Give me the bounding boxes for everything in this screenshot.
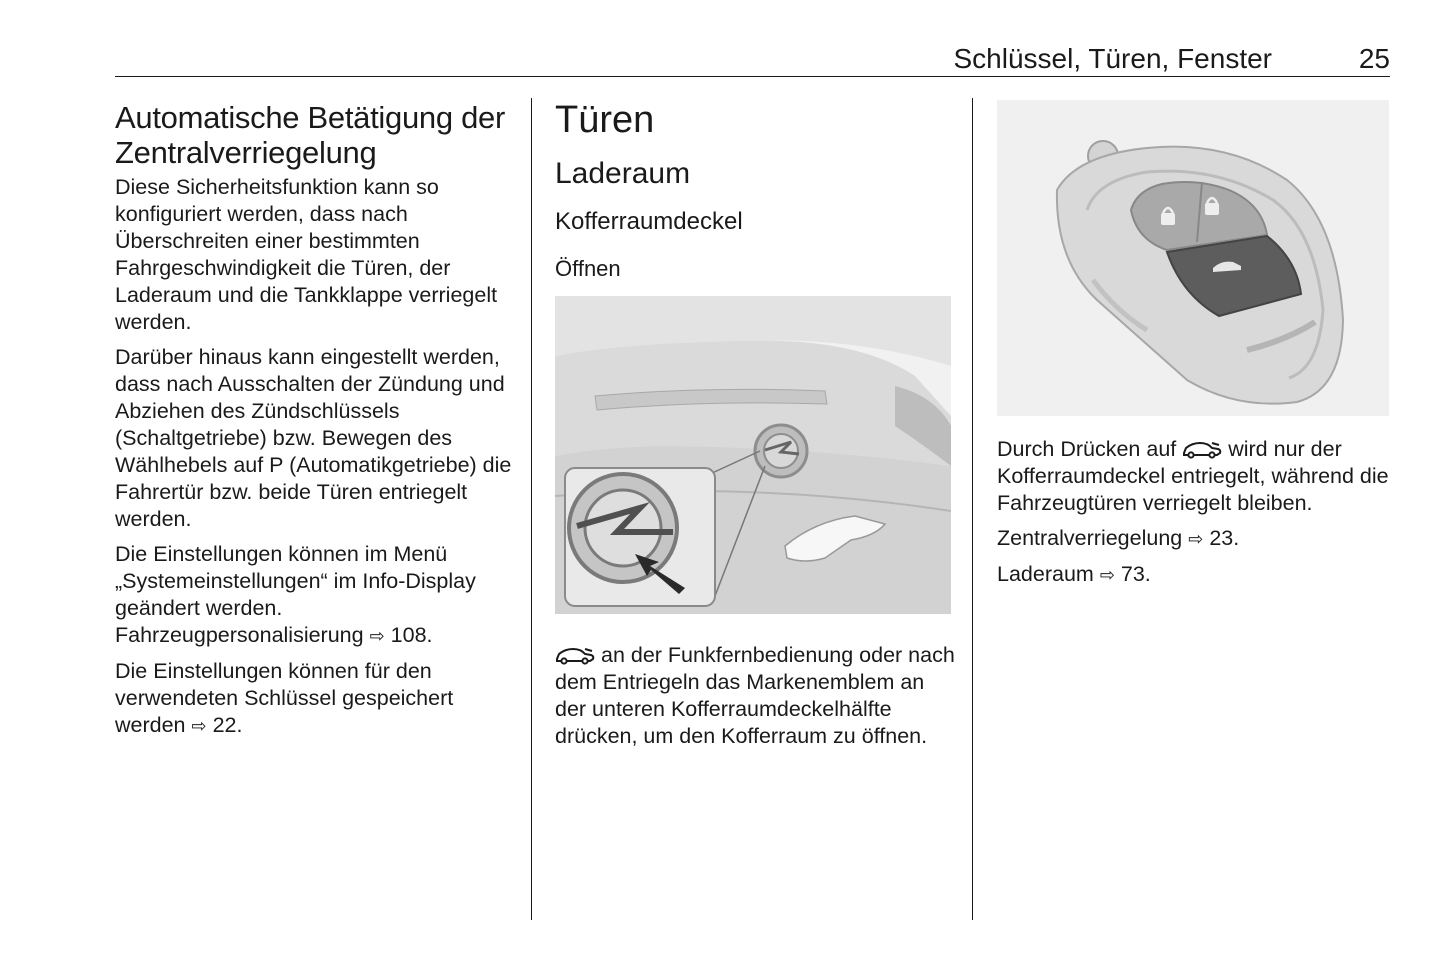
paragraph-text: Durch Drücken auf <box>997 437 1177 461</box>
cross-reference <box>997 525 1397 553</box>
reference-label: Zentralverriegelung <box>997 526 1183 550</box>
car-trunk-icon <box>555 645 595 665</box>
paragraph: Diese Sicherheitsfunktion kann so konfiguriert werden, dass nach Überschreiten einer bestimmten Fahrgeschwindigkeit die Türen, der Laderaum und die Tankklappe verriegelt werden. <box>115 175 498 334</box>
cross-reference <box>997 561 1397 589</box>
page-header <box>115 40 1390 77</box>
reference-label: Laderaum <box>997 562 1094 586</box>
paragraph-text: wird nur der Kofferraumdeckel entriegelt, während die Fahrzeugtüren verriegelt bleiben. <box>997 437 1389 515</box>
column-divider <box>531 98 532 920</box>
paragraph <box>115 658 515 740</box>
page-reference[interactable]: 73. <box>1120 562 1151 586</box>
middle-column <box>555 98 955 758</box>
section-title: Türen <box>555 99 655 141</box>
paragraph <box>997 436 1397 517</box>
paragraph-text: Die Einstellungen können für den verwendeten Schlüssel gespeichert werden <box>115 659 454 737</box>
reference-arrow-icon: ⇨ <box>369 626 385 647</box>
column-divider <box>972 98 973 920</box>
key-fob-illustration <box>997 100 1389 416</box>
page-reference[interactable]: 22. <box>212 713 243 737</box>
reference-arrow-icon: ⇨ <box>1099 565 1115 586</box>
paragraph-text: Die Einstellungen können im Menü „Systemeinstellungen“ im Info-Display geändert werden. Fahrzeugpersonalisierung <box>115 542 476 647</box>
paragraph <box>555 642 955 750</box>
paragraph <box>115 541 515 650</box>
right-column <box>997 100 1397 597</box>
running-header-title: Schlüssel, Türen, Fenster <box>953 43 1272 74</box>
figure-caption: an der Funkfernbedienung oder nach dem Entriegeln das Markenemblem an der unteren Kofferraumdeckelhälfte drücken, um den Kofferraum zu öffnen. <box>555 643 955 748</box>
reference-arrow-icon: ⇨ <box>1188 529 1204 550</box>
page-reference[interactable]: 23. <box>1209 526 1240 550</box>
section-heading: Automatische Betätigung der Zentralverriegelung <box>115 100 505 170</box>
page-reference[interactable]: 108. <box>390 623 433 647</box>
subsection-title: Öffnen <box>555 256 621 281</box>
car-trunk-icon <box>1182 439 1222 459</box>
subsection-title: Kofferraumdeckel <box>555 208 743 235</box>
page-number: 25 <box>1358 43 1390 74</box>
trunk-emblem-illustration <box>555 296 951 614</box>
left-column <box>115 100 515 748</box>
reference-arrow-icon: ⇨ <box>191 716 207 737</box>
subsection-title: Laderaum <box>555 157 691 190</box>
paragraph: Darüber hinaus kann eingestellt werden, dass nach Ausschalten der Zündung und Abziehen des Zündschlüssels (Schaltgetriebe) bzw. Bewegen des Wählhebels auf P (Automatikgetriebe) die Fahrertür bzw. beide Türen entriegelt werden. <box>115 345 512 531</box>
